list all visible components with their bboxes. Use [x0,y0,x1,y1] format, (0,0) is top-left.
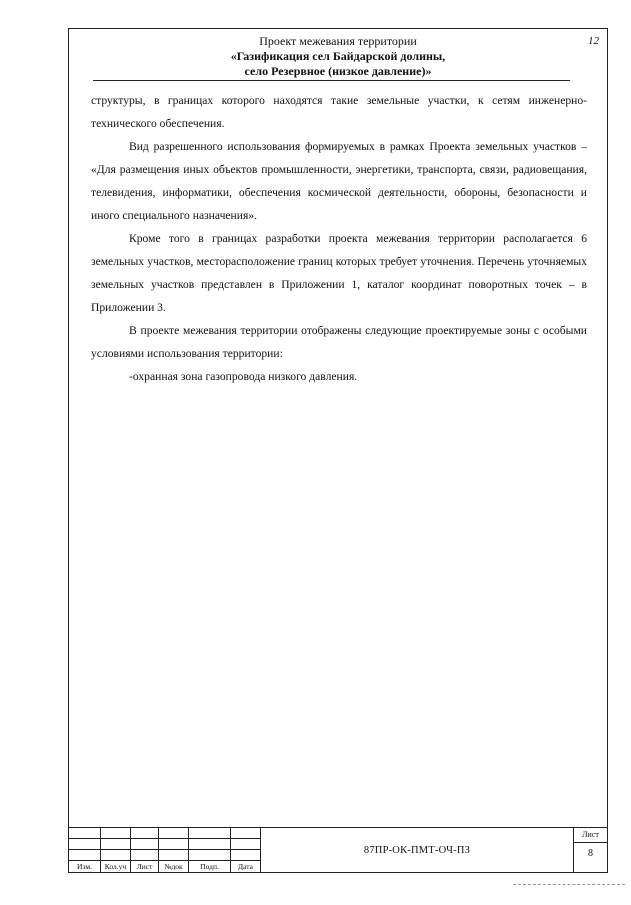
stamp-cell [159,838,189,849]
stamp-column-label: Подп. [189,860,231,872]
header-line-2: «Газификация сел Байдарской долины, [230,49,446,63]
stamp-cell [101,827,131,838]
stamp-column-label: Кол.уч [101,860,131,872]
list-item: -охранная зона газопровода низкого давления. [129,370,358,383]
stamp-cell [189,838,231,849]
stamp-column-label: Изм. [69,860,101,872]
stamp-cell [101,849,131,860]
page-number: 12 [588,35,599,47]
stamp-cell [189,827,231,838]
paragraph: В проекте межевания территории отображены следующие проектируемые зоны с особыми условиями использования территории: [91,324,587,360]
paragraph: Вид разрешенного использования формируемых в рамках Проекта земельных участков – «Для размещения иных объектов промышленности, энергетики, транспорта, связи, радиовещания, телевидения, информатики, обеспечения космической деятельности, обороны, безопасности и иного специального назначения». [91,140,587,222]
stamp-cell [159,827,189,838]
stamp-cell [231,827,261,838]
stamp-cell [159,849,189,860]
page-frame [68,28,608,873]
stamp-cell [231,838,261,849]
sheet-label: Лист [582,830,599,839]
document-code: 87ПР-ОК-ПМТ-ОЧ-ПЗ [261,827,573,873]
scan-edge-mark [513,884,625,885]
sheet-box [573,827,607,872]
header-line-1: Проект межевания территории [259,34,417,48]
sheet-divider [574,842,607,843]
header-divider [93,80,570,81]
stamp-cell [69,827,101,838]
stamp-cell [131,827,159,838]
stamp-column-label: Лист [131,860,159,872]
body-text [91,89,587,388]
header-line-3: село Резервное (низкое давление)» [244,64,432,78]
stamp-cell [131,849,159,860]
stamp-cell [189,849,231,860]
paragraph: Кроме того в границах разработки проекта межевания территории располагается 6 земельных участков, месторасположение границ которых требует уточнения. Перечень уточняемых земельных участков представлен в Приложении 1, каталог координат поворотных точек – в Приложении 3. [91,232,587,314]
stamp-cell [69,838,101,849]
paragraph: структуры, в границах которого находятся такие земельные участки, к сетям инженерно-технического обеспечения. [91,94,587,130]
stamp-cell [69,849,101,860]
stamp-column-label: Дата [231,860,261,872]
stamp-cell [231,849,261,860]
title-block [69,827,607,872]
stamp-cell [131,838,159,849]
document-header [69,34,607,79]
stamp-column-label: №док [159,860,189,872]
stamp-cell [101,838,131,849]
sheet-number: 8 [588,848,593,859]
